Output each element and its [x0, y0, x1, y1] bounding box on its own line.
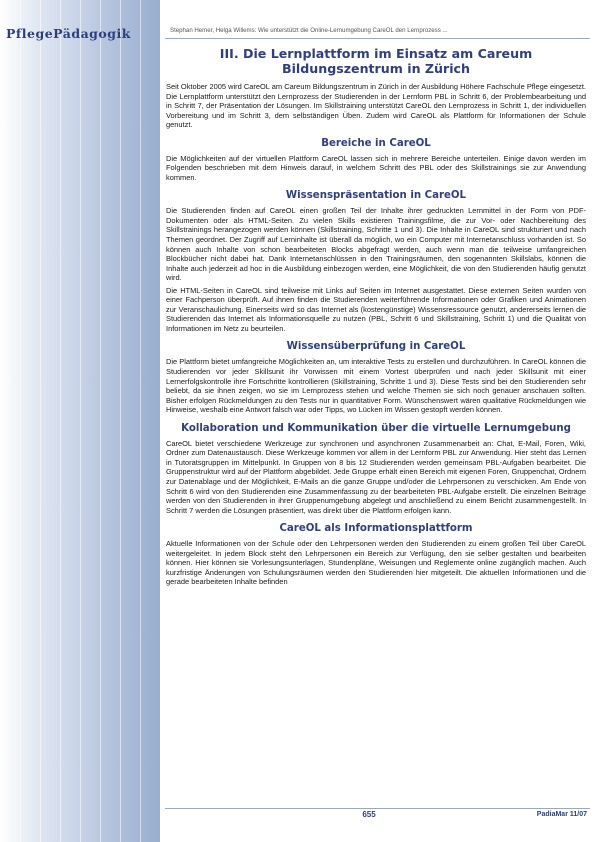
section-title-kollaboration: Kollaboration und Kommunikation über die virtuelle Lernumgebung: [181, 422, 571, 434]
footer-rule: [165, 808, 590, 809]
section-title-wissenspraesentation: Wissenspräsentation in CareOL: [285, 190, 467, 202]
section-title-wissensueberpruefung: Wissensüberprüfung in CareOL: [286, 341, 466, 353]
intro-paragraph: Seit Oktober 2005 wird CareOL am Careum Bildungszentrum in Zürich in der Ausbildung Höhere Fachschule Pflege eingesetzt. Die Lernplattform unterstützt den Lernprozess der Studierenden in der Lernform PBL in Schritt 6, der Problembearbeitung und in Schritt 7, der Präsentation der Lösungen. Im Skillstraining unterstützt CareOL den Lernprozess in Schritt 1, der individuellen Vorbereitung und im Schritt 3, dem selbständigen Üben. Zudem wird CareOL als Plattform für Informationen der Schule genutzt.: [166, 82, 586, 130]
paragraph: Die Studierenden finden auf CareOL einen großen Teil der Inhalte ihrer gedruckten Lernmittel in der Form von PDF-Dokumenten oder als HTML-Seiten. Zu vielen Skills existieren Trainingsfilme, die zur Vor- oder Nachbereitung des Skillstrainings herangezogen werden können (Skillstraining, Schritte 1 und 3). Die Inhalte in CareOL sind strukturiert und nach Themen geordnet. Der Zugriff auf Lerninhalte ist überall da möglich, wo ein Computer mit Internetanschluss vorhanden ist. So können auch Inhalte von schon bearbeiteten Blocks abgefragt werden, auch wenn man die teilweise umfangreichen Blockbücher nicht dabei hat. Dank Internetanschlüssen in den Trainingsräumen, den sogenannten Skillslabs, können die Inhalte auch jederzeit ad hoc in die Ausbildung einbezogen werden, eine Möglichkeit, die von den Studierenden häufig genutzt wird.: [166, 206, 586, 283]
paragraph: Die HTML-Seiten in CareOL sind teilweise mit Links auf Seiten im Internet ausgestattet. Diese externen Seiten wurden von einer Fachperson überprüft. Auf ihnen finden die Studierenden weiterführende Informationen oder Grafiken und Animationen zur Veranschaulichung. Einerseits wird so das Internet als (kostengünstige) Wissensressource genutzt, andererseits lernen die Studierenden das Internet als Informationsquelle zu nutzen (PBL, Schritt 6 und Skillstraining, Schritt 1) und die Qualität von Informationen im Netz zu beurteilen.: [166, 285, 586, 333]
page-number: 655: [362, 810, 376, 819]
paragraph: Die Möglichkeiten auf der virtuellen Plattform CareOL lassen sich in mehrere Bereiche unterteilen. Einige davon werden im Folgenden beschrieben mit dem Hinweis darauf, in welchem Schritt des PBL oder des Skillstrainings sie zur Anwendung kommen.: [166, 153, 586, 182]
paragraph: CareOL bietet verschiedene Werkzeuge zur synchronen und asynchronen Zusammenarbeit an: Chat, E-Mail, Foren, Wiki, Ordner zum Datenaustausch. Diese Werkzeuge kommen vor allem in der Lernform PBL zur Anwendung. Hier steht das Lernen in Tutoratsgruppen im Mittelpunkt. In Gruppen von 8 bis 12 Studierenden werden gemeinsam PBL-Aufgaben bearbeitet. Die Gruppenstruktur wird auf der Plattform abgebildet. Jede Gruppe erhält einen Bereich mit eigenen Foren, Gruppenchat, Ordnern zur Datenablage und der Möglichkeit, E-Mails an die ganze Gruppe und/oder die Lehrpersonen zu verschicken. Am Ende von Schritt 6 wird von den Studierenden eine Zusammenfassung zu der bearbeiteten PBL-Aufgabe erstellt. Die einzelnen Beiträge werden von den Studierenden in ihrer Gruppenumgebung abgelegt und anschließend zu einem Bericht zusammengestellt. In Schritt 7 werden die Lösungen präsentiert, was direkt über die Plattform erfolgen kann.: [166, 438, 586, 515]
running-head: Stephan Hemer, Helga Willems: Wie unterstützt die Online-Lernumgebung CareOL den Lernprozess ...: [170, 27, 448, 34]
chapter-title: III. Die Lernplattform im Einsatz am Careum Bildungszentrum in Zürich: [219, 46, 533, 76]
journal-reference: PadiaMar 11/07: [536, 811, 587, 818]
section-title-bereiche: Bereiche in CareOL: [321, 137, 431, 149]
paragraph: Aktuelle Informationen von der Schule oder den Lehrpersonen werden den Studierenden zu einem großen Teil über CareOL weitergeleitet. In jedem Block steht den Lehrpersonen ein Bereich zur Verfügung, den sie selber gestalten und bearbeiten können. Hier können sie Vorlesungsunterlagen, Stundenpläne, Weisungen und Reglemente online zugänglich machen. Auch kurzfristige Änderungen von Schulungsräumen werden den Studierenden hier mitgeteilt. Die aktuellen Informationen und die gerade bearbeiteten Inhalte befinden: [166, 539, 586, 587]
article-body: [166, 42, 586, 590]
paragraph: Die Plattform bietet umfangreiche Möglichkeiten an, um interaktive Tests zu erstellen und durchzuführen. In CareOL können die Studierenden vor jeder Skillsunit ihr Vorwissen mit einem Vortest überprüfen und nach jeder Skillsunit mit einer Lernerfolgskontrolle ihre Fortschritte kontrollieren (Skillstraining, Schritte 1 und 3). Diese Tests sind bei den Studierenden sehr beliebt, da sie ihnen zeigen, wo sie im Lernprozess stehen und welche Themen sie sich noch genauer anschauen sollten. Bisher erfolgen Rückmeldungen zu den Tests nur in quantitativer Form. Wünschenswert wären qualitative Rückmeldungen wie Hinweise, weshalb eine Antwort falsch war oder Tipps, wo Lücken im Wissen gestopft werden können.: [166, 357, 586, 415]
header-rule: [165, 38, 590, 39]
journal-logo: PflegePädagogik: [6, 26, 131, 41]
section-title-informationsplattform: CareOL als Informationsplattform: [279, 523, 473, 535]
decorative-sidebar: [0, 0, 160, 842]
